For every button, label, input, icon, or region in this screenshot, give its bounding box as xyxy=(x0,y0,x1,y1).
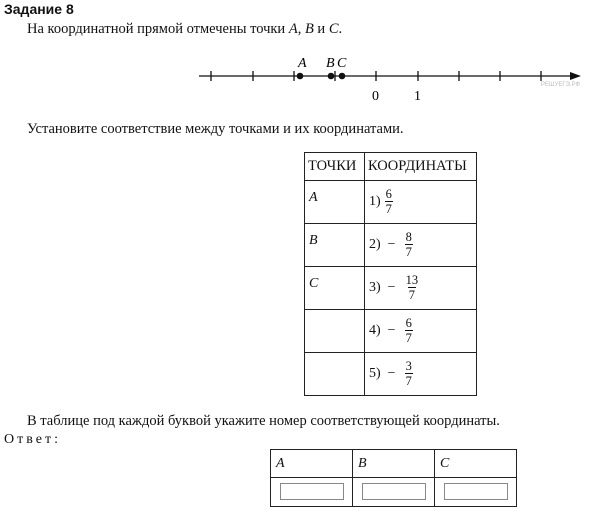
fraction xyxy=(405,317,413,345)
point-b-dot xyxy=(328,73,335,80)
minus-sign: − xyxy=(387,323,396,338)
intro-prefix: На координатной прямой отмечены точки xyxy=(27,21,289,37)
denominator: 7 xyxy=(405,374,412,388)
table-row xyxy=(305,267,477,310)
option-number: 4) xyxy=(369,323,381,338)
intro-text xyxy=(27,21,342,38)
point-a-dot xyxy=(297,73,304,80)
fraction xyxy=(405,274,420,302)
denominator: 7 xyxy=(385,202,392,216)
header-coordinates: КООРДИНАТЫ xyxy=(365,153,477,181)
task-heading: Задание 8 xyxy=(4,1,74,17)
minus-sign: − xyxy=(387,237,396,252)
answer-input-a[interactable] xyxy=(280,483,344,500)
option-number: 3) xyxy=(369,280,381,295)
numerator: 8 xyxy=(405,230,412,244)
point-letter: C xyxy=(309,276,319,291)
point-c-label: C xyxy=(337,56,347,71)
one-label: 1 xyxy=(414,89,421,104)
point-c-dot xyxy=(339,73,346,80)
answer-header-a: A xyxy=(271,450,353,478)
number-line-arrow-icon xyxy=(570,72,581,80)
instruction-text: Установите соответствие между точками и их координатами. xyxy=(27,121,404,137)
footer-instruction: В таблице под каждой буквой укажите номер соответствующей координаты. xyxy=(27,413,500,429)
table-row xyxy=(305,181,477,224)
fraction xyxy=(405,231,413,259)
numerator: 13 xyxy=(405,273,419,287)
answer-input-c[interactable] xyxy=(444,483,508,500)
numerator: 6 xyxy=(385,187,392,201)
intro-point-b: B xyxy=(304,21,314,37)
intro-point-a: A xyxy=(288,21,298,37)
denominator: 7 xyxy=(405,245,412,259)
point-a-label: A xyxy=(298,56,307,71)
intro-sep1: , xyxy=(297,21,305,37)
match-table xyxy=(304,152,477,396)
numerator: 6 xyxy=(405,316,412,330)
table-row xyxy=(305,224,477,267)
numerator: 3 xyxy=(405,359,412,373)
table-row xyxy=(305,353,477,396)
answer-header-b: B xyxy=(353,450,435,478)
watermark: РЕШУЕГЭ.РФ xyxy=(541,82,581,88)
intro-point-c: C xyxy=(328,21,339,37)
option-number: 1) xyxy=(369,194,381,209)
denominator: 7 xyxy=(405,331,412,345)
denominator: 7 xyxy=(408,288,415,302)
option-number: 2) xyxy=(369,237,381,252)
fraction xyxy=(405,360,413,388)
zero-label: 0 xyxy=(372,89,379,104)
answer-table xyxy=(270,449,517,507)
option-number: 5) xyxy=(369,366,381,381)
coordinate-option xyxy=(365,188,476,216)
point-letter: A xyxy=(309,190,318,205)
intro-suffix: . xyxy=(338,21,343,37)
point-letter: B xyxy=(309,233,318,248)
coordinate-option xyxy=(365,231,476,259)
coordinate-option xyxy=(365,317,476,345)
number-line xyxy=(0,50,593,106)
answer-header-c: C xyxy=(435,450,517,478)
header-points: ТОЧКИ xyxy=(305,153,365,181)
minus-sign: − xyxy=(387,366,396,381)
answer-label: Ответ: xyxy=(4,432,61,447)
point-b-label: B xyxy=(326,56,335,71)
coordinate-option xyxy=(365,360,476,388)
fraction xyxy=(385,188,393,216)
coordinate-option xyxy=(365,274,476,302)
intro-sep2: и xyxy=(313,21,329,37)
answer-input-b[interactable] xyxy=(362,483,426,500)
table-row xyxy=(305,310,477,353)
minus-sign: − xyxy=(387,280,396,295)
